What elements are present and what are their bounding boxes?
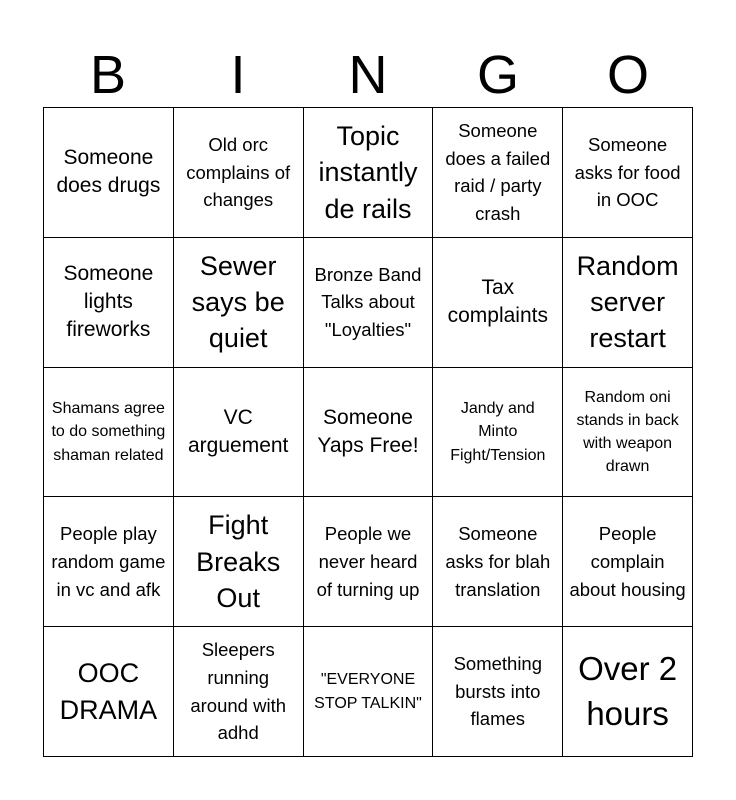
cell-label: Someone Yaps Free! (317, 405, 419, 457)
bingo-header (43, 44, 693, 106)
bingo-cell-r3c1[interactable] (44, 368, 174, 498)
bingo-cell-r1c1[interactable] (44, 108, 174, 238)
cell-label: Over 2 hours (578, 650, 678, 732)
bingo-cell-r3c3[interactable] (304, 368, 434, 498)
header-letter-i: I (230, 45, 246, 105)
bingo-cell-r1c4[interactable] (433, 108, 563, 238)
header-letter-n: N (348, 45, 388, 105)
cell-label: Random server restart (576, 250, 679, 354)
cell-label: VC arguement (187, 405, 289, 457)
cell-label: Someone asks for blah translation (445, 523, 551, 600)
bingo-cell-r5c3[interactable] (304, 627, 434, 757)
cell-label: Someone does drugs (56, 146, 161, 198)
cell-label: Random oni stands in back with weapon drawn (576, 388, 679, 476)
bingo-cell-r5c1[interactable] (44, 627, 174, 757)
bingo-cell-r3c2[interactable] (174, 368, 304, 498)
header-letter-o: O (606, 45, 649, 105)
cell-label: OOC DRAMA (59, 658, 158, 725)
cell-label: Old orc complains of changes (186, 133, 291, 211)
bingo-cell-r5c4[interactable] (433, 627, 563, 757)
bingo-cell-r4c1[interactable] (44, 497, 174, 627)
cell-label: "EVERYONE STOP TALKIN" (314, 671, 422, 712)
cell-label: Something bursts into flames (453, 652, 543, 730)
bingo-cell-r5c2[interactable] (174, 627, 304, 757)
cell-label: People we never heard of turning up (316, 523, 420, 600)
cell-label: Topic instantly de rails (318, 120, 418, 224)
bingo-cell-r2c5[interactable] (563, 238, 693, 368)
cell-label: People play random game in vc and afk (51, 523, 166, 600)
bingo-cell-r2c4[interactable] (433, 238, 563, 368)
bingo-cell-r4c2[interactable] (174, 497, 304, 627)
bingo-cell-r2c3[interactable] (304, 238, 434, 368)
header-letter-b: B (89, 45, 127, 105)
bingo-cell-r3c5[interactable] (563, 368, 693, 498)
header-letter-g: G (476, 45, 519, 105)
bingo-cell-r2c1[interactable] (44, 238, 174, 368)
cell-label: Someone asks for food in OOC (574, 133, 681, 211)
bingo-board (43, 107, 693, 757)
cell-label: Bronze Band Talks about "Loyalties" (314, 263, 422, 341)
bingo-cell-r4c5[interactable] (563, 497, 693, 627)
bingo-cell-r5c5[interactable] (563, 627, 693, 757)
cell-label: Jandy and Minto Fight/Tension (450, 400, 546, 464)
bingo-cell-r3c4[interactable] (433, 368, 563, 498)
bingo-cell-r1c5[interactable] (563, 108, 693, 238)
cell-label: Tax complaints (447, 275, 548, 328)
cell-label: Sewer says be quiet (191, 250, 285, 354)
cell-label: Someone does a failed raid / party crash (445, 119, 551, 225)
cell-label: Fight Breaks Out (196, 510, 281, 613)
bingo-cell-r1c3[interactable] (304, 108, 434, 238)
bingo-cell-r2c2[interactable] (174, 238, 304, 368)
bingo-cell-r4c4[interactable] (433, 497, 563, 627)
cell-label: Someone lights fireworks (63, 261, 154, 342)
bingo-cell-r1c2[interactable] (174, 108, 304, 238)
cell-label: Sleepers running around with adhd (190, 639, 287, 744)
cell-label: People complain about housing (569, 523, 686, 600)
bingo-cell-r4c3[interactable] (304, 497, 434, 627)
cell-label: Shamans agree to do something shaman related (51, 400, 166, 464)
